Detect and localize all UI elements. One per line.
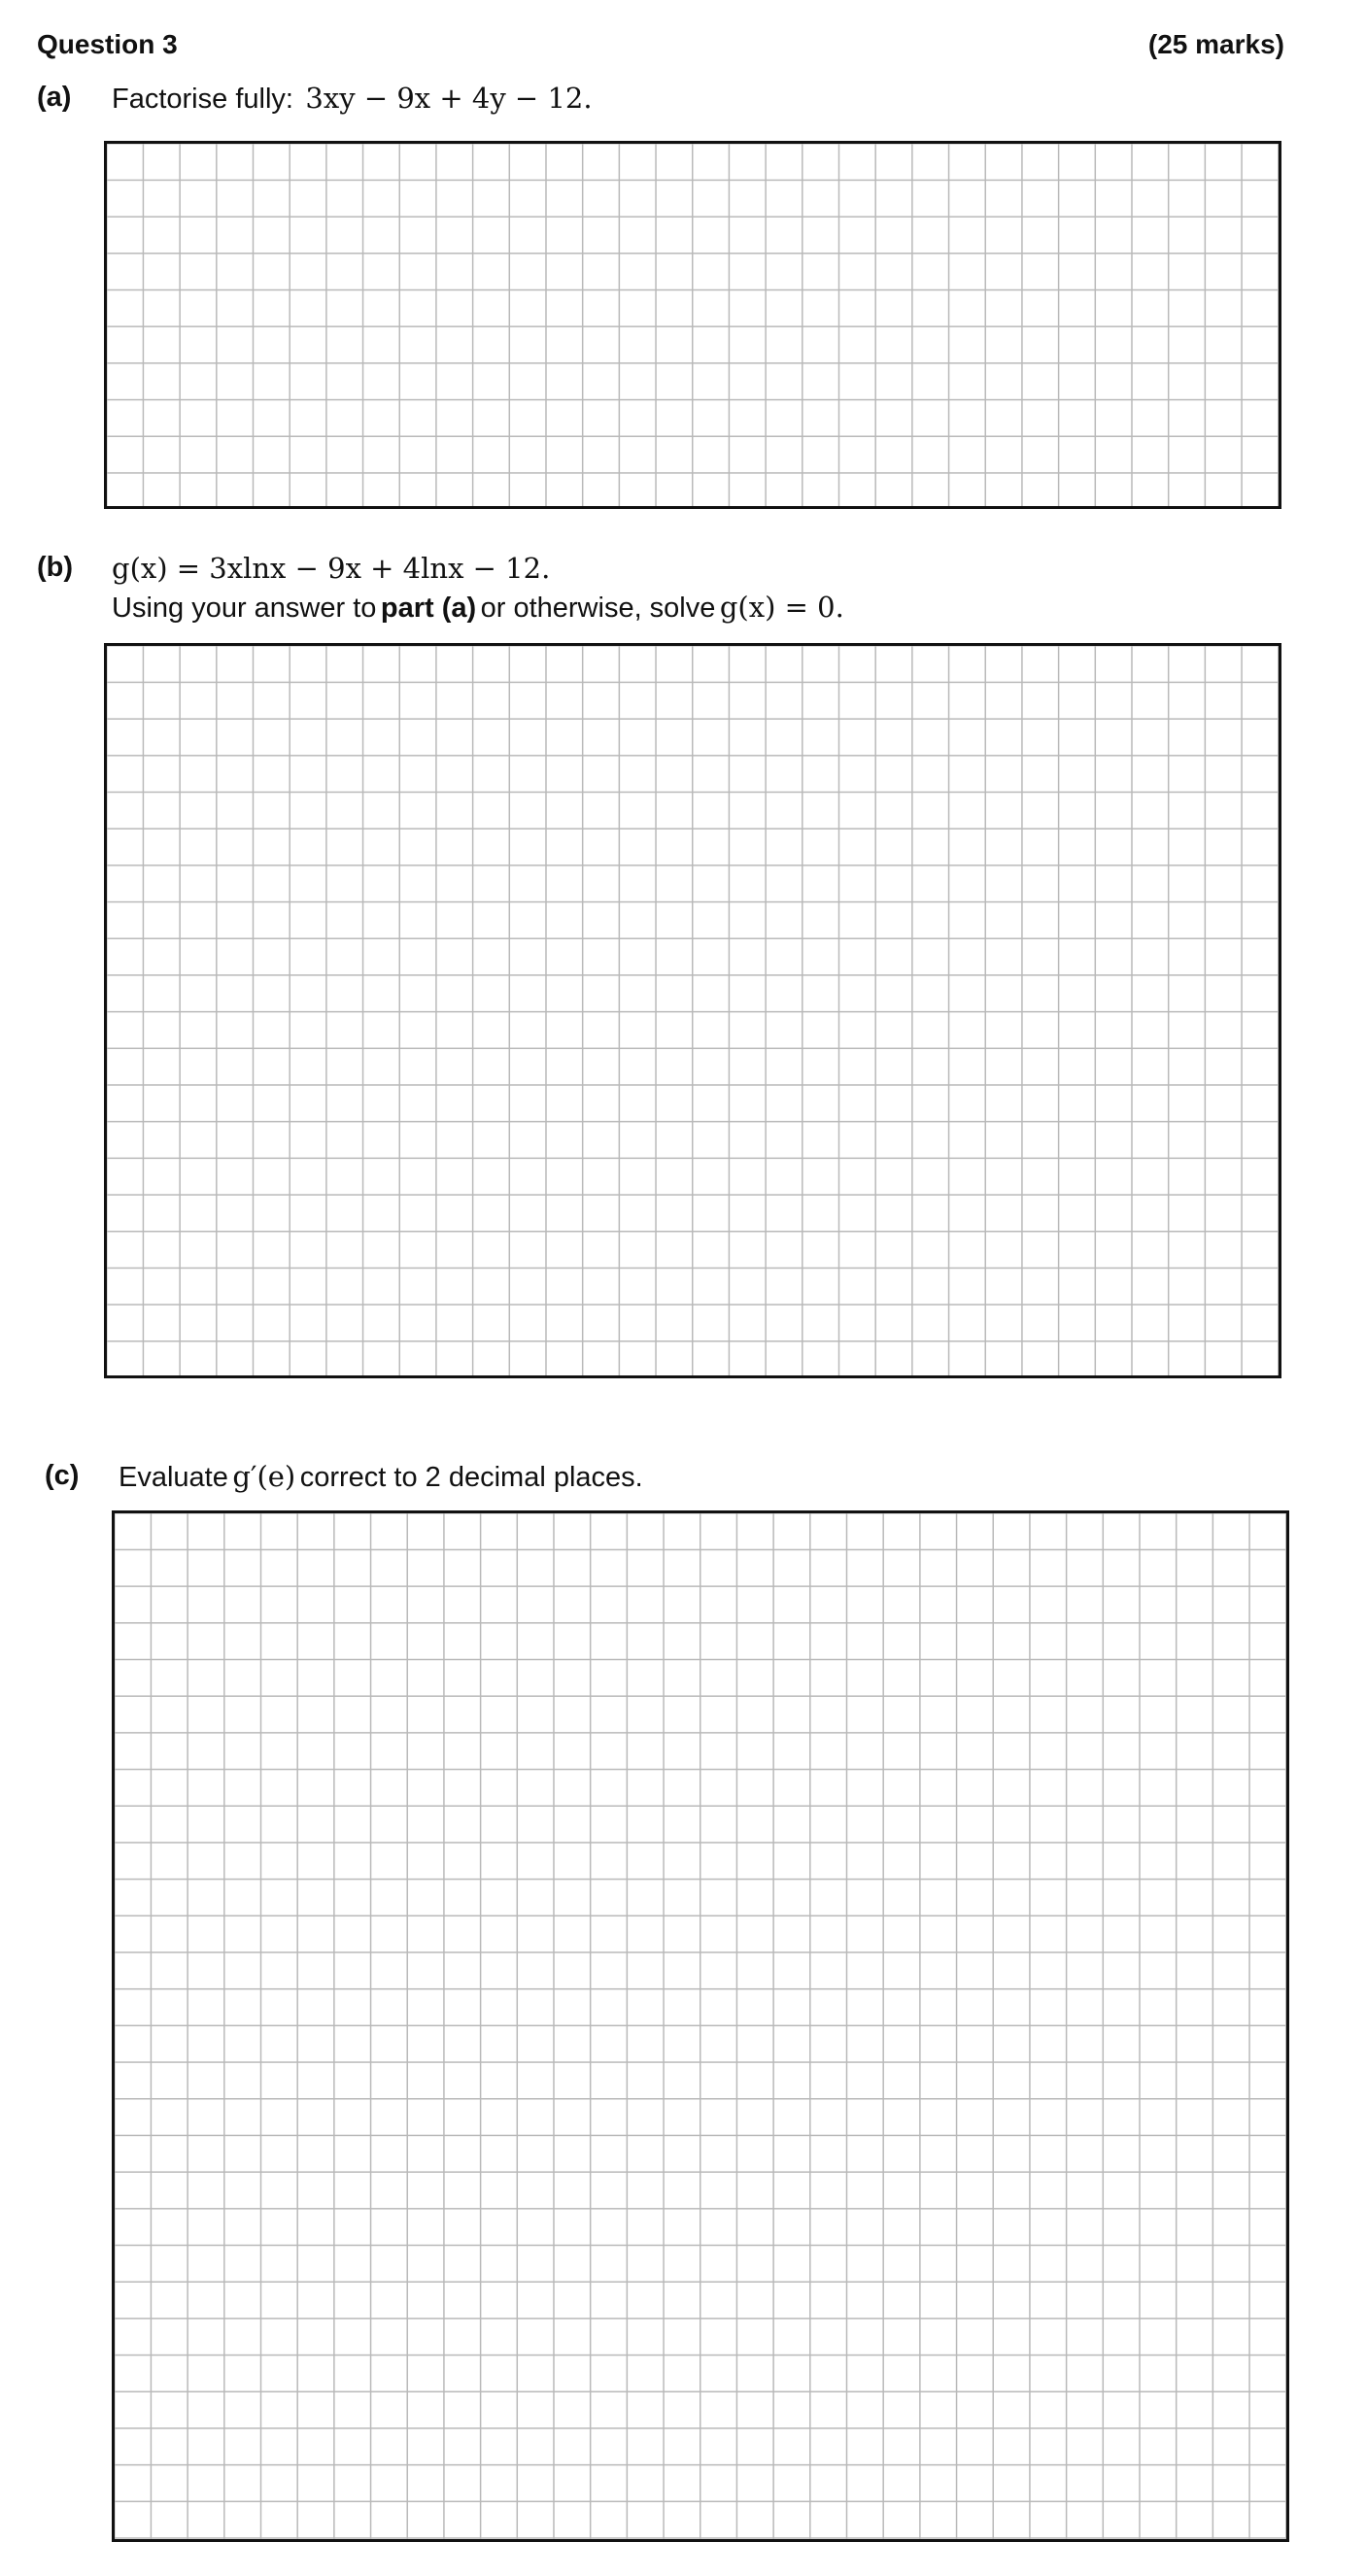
part-c-math: g′(e) bbox=[232, 1460, 296, 1493]
part-a-prompt bbox=[112, 82, 593, 116]
part-b-bold-ref: part (a) bbox=[380, 593, 477, 624]
part-c-answer-grid[interactable] bbox=[112, 1510, 1289, 2542]
question-title: Question 3 bbox=[37, 29, 178, 59]
part-b-text-1: Using your answer to bbox=[112, 593, 377, 624]
part-a-answer-grid[interactable] bbox=[104, 141, 1281, 509]
part-c-text-2: correct to 2 decimal places. bbox=[299, 1462, 643, 1493]
part-b-instruction bbox=[112, 591, 844, 625]
part-c-prompt bbox=[119, 1460, 643, 1494]
part-b-label: (b) bbox=[37, 552, 74, 583]
part-b-function: g(x) = 3xlnx − 9x + 4lnx − 12. bbox=[112, 552, 551, 585]
part-a-expression: 3xy − 9x + 4y − 12. bbox=[305, 82, 593, 115]
part-c-text-1: Evaluate bbox=[119, 1462, 228, 1493]
part-b-equation: g(x) = 0. bbox=[719, 591, 844, 624]
part-a-text: Factorise fully: bbox=[112, 84, 293, 115]
part-a-label: (a) bbox=[37, 82, 72, 113]
question-marks: (25 marks) bbox=[1147, 29, 1284, 59]
part-c-label: (c) bbox=[45, 1460, 80, 1491]
part-b-text-2: or otherwise, solve bbox=[480, 593, 716, 624]
part-b-answer-grid[interactable] bbox=[104, 643, 1281, 1378]
